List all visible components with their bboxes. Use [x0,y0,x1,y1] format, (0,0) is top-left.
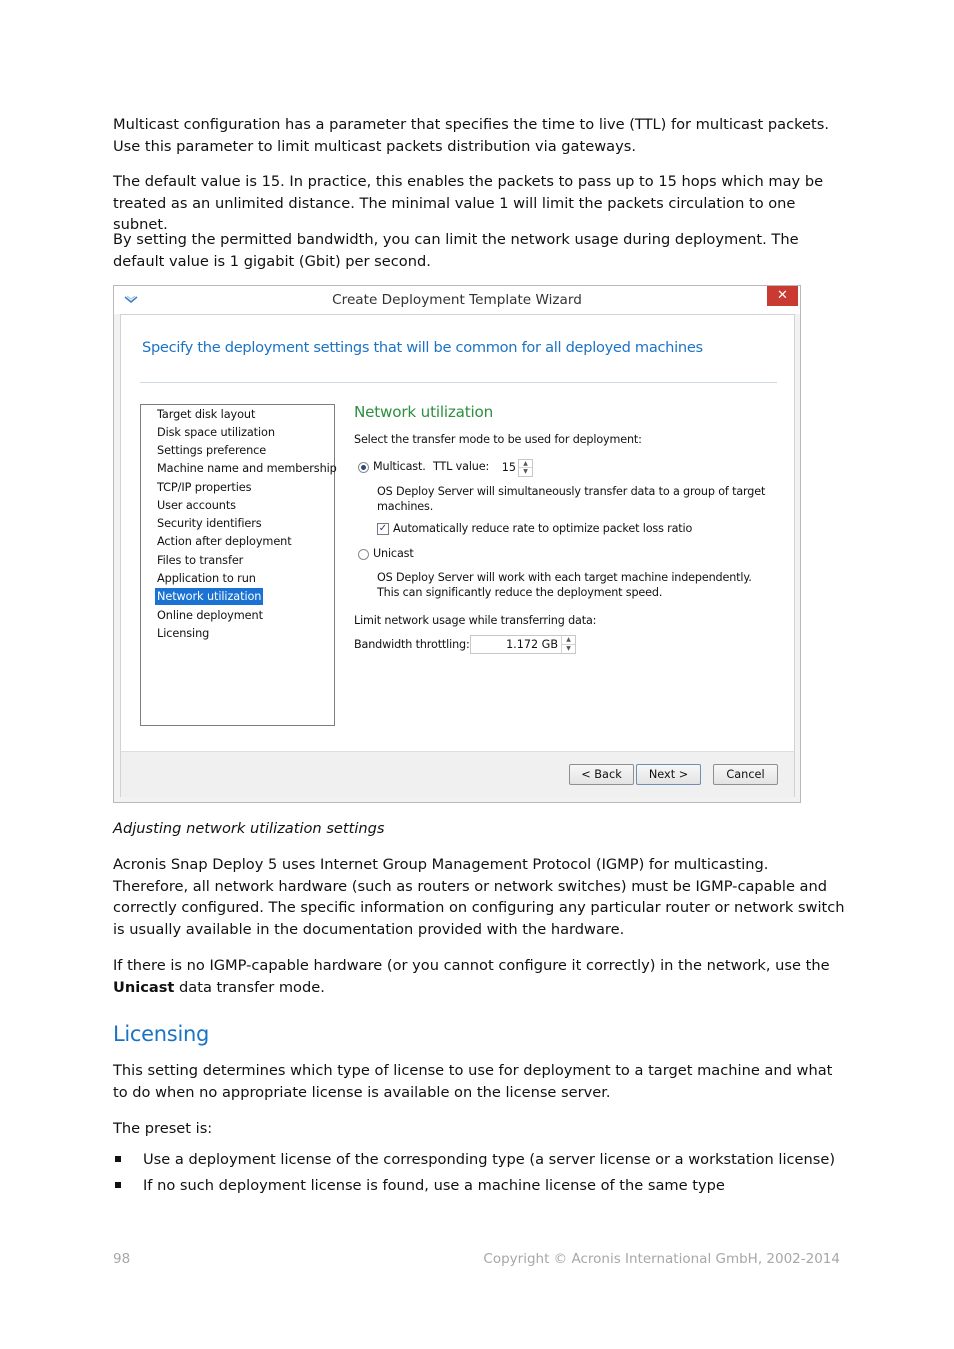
list-item-text: Use a deployment license of the corresponding type (a server license or a workstation license) [143,1151,836,1168]
step-licensing[interactable]: Licensing [157,627,210,640]
bullet-square-icon [115,1156,121,1162]
step-application-to-run[interactable]: Application to run [157,572,256,585]
copyright: Copyright © Acronis International GmbH, 2002-2014 [483,1251,840,1267]
step-machine-name-membership[interactable]: Machine name and membership [157,462,337,475]
multicast-description-line-1: OS Deploy Server will simultaneously transfer data to a group of target [377,485,766,498]
paragraph-unicast-mode [113,955,848,998]
unicast-description-line-1: OS Deploy Server will work with each target machine independently. [377,571,752,584]
step-disk-space-utilization[interactable]: Disk space utilization [157,426,275,439]
list-item [113,1175,873,1197]
step-user-accounts[interactable]: User accounts [157,499,236,512]
transfer-mode-label: Select the transfer mode to be used for deployment: [354,433,642,446]
unicast-text-before: If there is no IGMP-capable hardware (or you cannot configure it correctly) in the network, use the [113,957,830,974]
step-online-deployment[interactable]: Online deployment [157,609,263,622]
unicast-text-after: data transfer mode. [174,978,325,996]
ttl-spinner-arrows[interactable] [518,459,533,477]
limit-network-label: Limit network usage while transferring data: [354,614,597,627]
close-button[interactable] [767,286,798,306]
paragraph-bandwidth: By setting the permitted bandwidth, you can limit the network usage during deployment. The default value is 1 gigabit (Gbit) per second. [113,231,799,270]
window-title: Create Deployment Template Wizard [332,292,582,308]
unicast-description-line-2: This can significantly reduce the deployment speed. [377,586,663,599]
wizard-client-area [120,314,795,797]
back-button[interactable]: < Back [569,764,634,785]
paragraph-default-value: The default value is 15. In practice, this enables the packets to pass up to 15 hops which may be treated as an unlimited distance. The minimal value 1 will limit the packets circulation to one subnet. [113,173,824,233]
preset-list [113,1149,873,1201]
bandwidth-spinner[interactable] [470,635,576,654]
step-settings-preference[interactable]: Settings preference [157,444,267,457]
header-divider [140,382,777,383]
bandwidth-throttling-label: Bandwidth throttling: [354,638,470,651]
ttl-value: 15 [501,461,516,474]
title-bar [114,286,800,314]
close-icon: ✕ [777,288,788,303]
spin-down-icon[interactable]: ▼ [523,468,528,475]
button-bar [121,751,794,797]
page-number: 98 [113,1251,131,1267]
wizard-steps-list [140,404,335,726]
paragraph-licensing: This setting determines which type of license to use for deployment to a target machine and what to do when no appropriate license is available on the license server. [113,1062,833,1101]
unicast-bold: Unicast [113,978,175,996]
step-tcpip-properties[interactable]: TCP/IP properties [157,481,252,494]
spin-up-icon[interactable]: ▲ [519,460,532,468]
multicast-description-line-2: machines. [377,500,434,513]
step-target-disk-layout[interactable]: Target disk layout [157,408,256,421]
unicast-label: Unicast [373,547,414,560]
bandwidth-value: 1.172 GB [506,638,558,651]
paragraph-ttl: Multicast configuration has a parameter that specifies the time to live (TTL) for multicast packets. Use this parameter to limit multicast packets distribution via gateways. [113,116,829,155]
pane-title: Network utilization [354,403,494,421]
wizard-header: Specify the deployment settings that will be common for all deployed machines [142,339,703,356]
bullet-square-icon [115,1182,121,1188]
spin-up-icon[interactable]: ▲ [562,636,575,645]
step-action-after-deployment[interactable]: Action after deployment [157,535,292,548]
step-network-utilization[interactable]: Network utilization [157,590,262,603]
step-files-to-transfer[interactable]: Files to transfer [157,554,244,567]
bandwidth-spinner-arrows[interactable] [561,636,575,653]
wizard-window [113,285,801,803]
figure-caption: Adjusting network utilization settings [113,820,385,837]
spin-down-icon[interactable]: ▼ [566,644,571,652]
paragraph-igmp: Acronis Snap Deploy 5 uses Internet Group Management Protocol (IGMP) for multicasting. Therefore, all network hardware (such as routers or network switches) must be IGMP-capable and correctly configured. The specific information on configuring any particular router or network switch is usually available in the documentation provided with the hardware. [113,856,845,938]
multicast-radio[interactable] [358,462,369,473]
multicast-label: Multicast. [373,460,426,473]
licensing-heading: Licensing [113,1022,210,1046]
list-item-text: If no such deployment license is found, use a machine license of the same type [143,1177,725,1194]
paragraph-preset: The preset is: [113,1120,213,1137]
cancel-button[interactable]: Cancel [713,764,778,785]
auto-reduce-label: Automatically reduce rate to optimize packet loss ratio [393,522,693,535]
next-button[interactable]: Next > [636,764,701,785]
unicast-radio[interactable] [358,549,369,560]
checkmark-icon: ✓ [378,523,388,534]
auto-reduce-checkbox[interactable] [377,523,389,535]
step-security-identifiers[interactable]: Security identifiers [157,517,262,530]
list-item [113,1149,873,1171]
ttl-label: TTL value: [433,460,490,473]
ttl-spinner[interactable] [501,458,534,476]
